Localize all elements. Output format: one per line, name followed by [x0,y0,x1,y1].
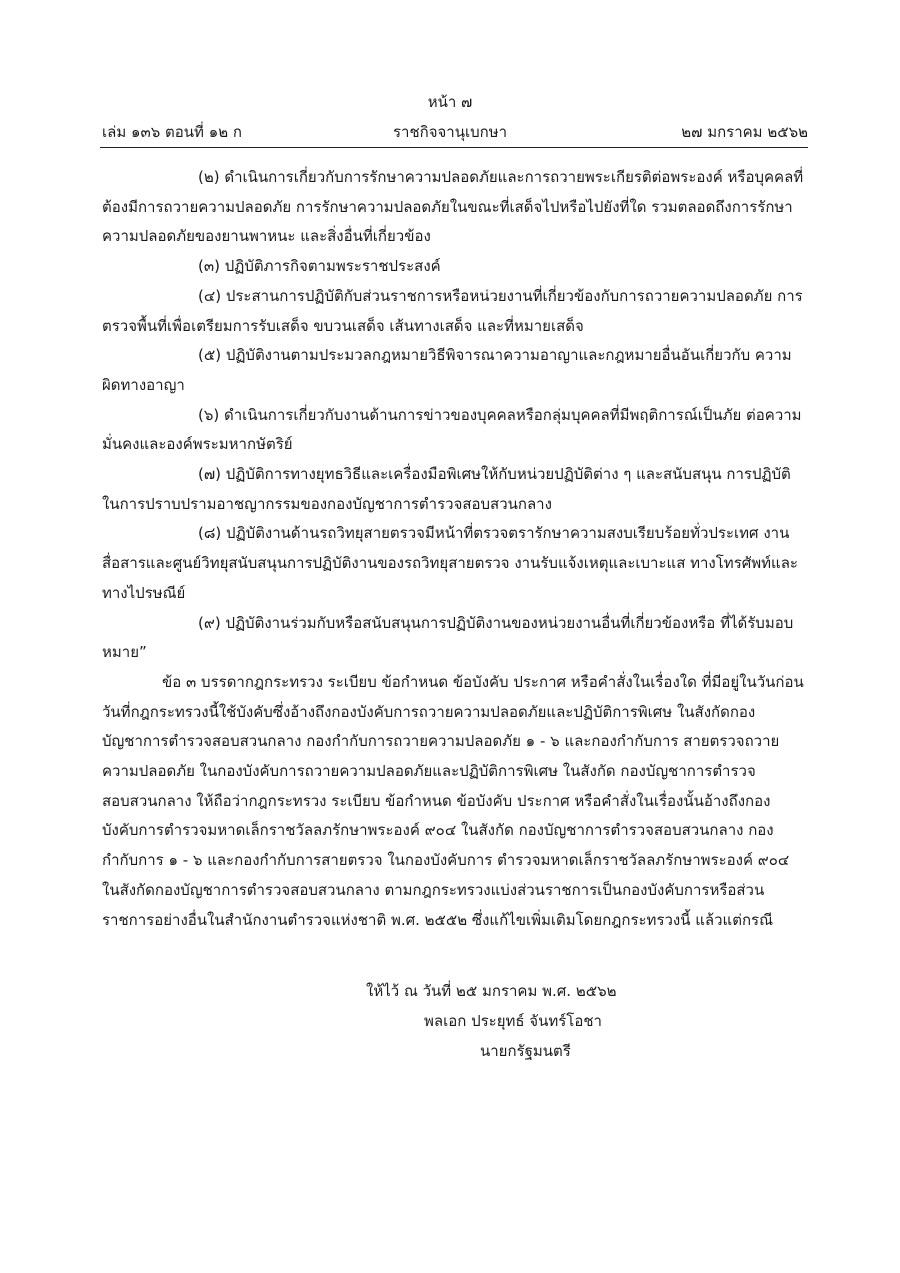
list-item: (๘) ปฏิบัติงานด้านรถวิทยุสายตรวจมีหน้าที่ตรวจตรารักษาความสงบเรียบร้อยทั่วประเทศ งานสื่อสารและศูนย์วิทยุสนับสนุนการปฏิบัติงานของรถวิทยุสายตรวจ งานรับแจ้งเหตุและเบาะแส ทางโทรศัพท์และทางไปรษณีย์ [102,524,798,602]
signatory-name: พลเอก ประยุทธ์ จันทร์โอชา [424,1012,602,1030]
publication-date: ๒๗ มกราคม ๒๕๖๒ [681,123,808,141]
list-item: (๔) ประสานการปฏิบัติกับส่วนราชการหรือหน่วยงานที่เกี่ยวข้องกับการถวายความปลอดภัย การตรวจพื้นที่เพื่อเตรียมการรับเสด็จ ขบวนเสด็จ เส้นทางเสด็จ และที่หมายเสด็จ [102,286,803,335]
list-item: (๖) ดำเนินการเกี่ยวกับงานด้านการข่าวของบุคคลหรือกลุ่มบุคคลที่มีพฤติการณ์เป็นภัย ต่อความมั่นคงและองค์พระมหากษัตริย์ [102,405,802,454]
signatory-title: นายกรัฐมนตรี [480,1042,571,1060]
publication-title: ราชกิจจานุเบกษา [392,123,508,141]
list-item: (๓) ปฏิบัติภารกิจตามพระราชประสงค์ [198,257,441,276]
list-item: (๗) ปฏิบัติการทางยุทธวิธีและเครื่องมือพิเศษให้กับหน่วยปฏิบัติต่าง ๆ และสนับสนุน การปฏิบัติในการปราบปรามอาชญากรรมของกองบัญชาการตำรวจสอบสวนกลาง [102,465,791,513]
given-date: ให้ไว้ ณ วันที่ ๒๕ มกราคม พ.ศ. ๒๕๖๒ [366,982,617,1000]
volume-issue: เล่ม ๑๓๖ ตอนที่ ๑๒ ก [102,123,242,141]
list-item: (๕) ปฏิบัติงานตามประมวลกฎหมายวิธีพิจารณาความอาญาและกฎหมายอื่นอันเกี่ยวกับ ความผิดทางอาญา [102,346,792,394]
header-divider [100,147,808,148]
document-body [102,163,808,935]
list-item: (๙) ปฏิบัติงานร่วมกับหรือสนับสนุนการปฏิบัติงานของหน่วยงานอื่นที่เกี่ยวข้องหรือ ที่ได้รับมอบหมาย” [102,613,794,662]
page-number: หน้า ๗ [427,93,473,111]
list-item: (๒) ดำเนินการเกี่ยวกับการรักษาความปลอดภัยและการถวายพระเกียรติต่อพระองค์ หรือบุคคลที่ต้องมีการถวายความปลอดภัย การรักษาความปลอดภัยในขณะที่เสด็จไปหรือไปยังที่ใด รวมตลอดถึงการรักษาความปลอดภัยของยานพาหนะ และสิ่งอื่นที่เกี่ยวข้อง [102,168,804,246]
article-3-paragraph: ข้อ ๓ บรรดากฎกระทรวง ระเบียบ ข้อกำหนด ข้อบังคับ ประกาศ หรือคำสั่งในเรื่องใด ที่มีอยู่ในวันก่อนวันที่กฎกระทรวงนี้ใช้บังคับซึ่งอ้างถึงกองบังคับการถวายความปลอดภัยและปฏิบัติการพิเศษ ในสังกัดกองบัญชาการตำรวจสอบสวนกลาง กองกำกับการถวายความปลอดภัย ๑ - ๖ และกองกำกับการ สายตรวจถวายความปลอดภัย ในกองบังคับการถวายความปลอดภัยและปฏิบัติการพิเศษ ในสังกัด กองบัญชาการตำรวจสอบสวนกลาง ให้ถือว่ากฎกระทรวง ระเบียบ ข้อกำหนด ข้อบังคับ ประกาศ หรือคำสั่งในเรื่องนั้นอ้างถึงกองบังคับการตำรวจมหาดเล็กราชวัลลภรักษาพระองค์ ๙๐๔ ในสังกัด กองบัญชาการตำรวจสอบสวนกลาง กองกำกับการ ๑ - ๖ และกองกำกับการสายตรวจ ในกองบังคับการ ตำรวจมหาดเล็กราชวัลลภรักษาพระองค์ ๙๐๔ ในสังกัดกองบัญชาการตำรวจสอบสวนกลาง ตามกฎกระทรวงแบ่งส่วนราชการเป็นกองบังคับการหรือส่วนราชการอย่างอื่นในสำนักงานตำรวจแห่งชาติ พ.ศ. ๒๕๕๒ ซึ่งแก้ไขเพิ่มเติมโดยกฎกระทรวงนี้ แล้วแต่กรณี [102,672,804,929]
